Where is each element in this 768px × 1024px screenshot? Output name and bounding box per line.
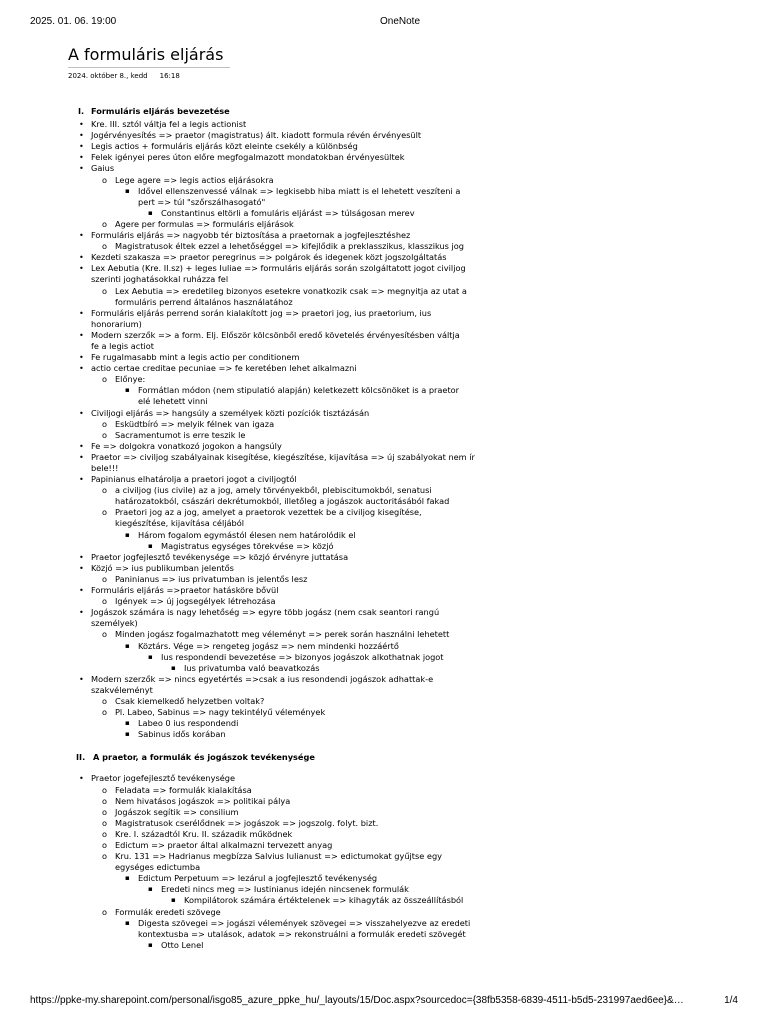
list-item-text: pert => túl "szőrszálhasogató" [138,196,266,207]
list-item-text: Digesta szövegei => jogászi vélemények szövegei => visszahelyezve az eredeti [138,917,471,928]
list-item-text: Minden jogász fogalmazhatott meg véleményt => perek során használni lehetett [115,629,450,640]
bullet-icon: • [79,363,84,374]
list-item-text: egységes edictumba [115,862,201,873]
print-app-name: OneNote [379,16,421,27]
bullet-icon: • [79,440,84,451]
list-item-text: Kre. I. századtól Kru. II. századik működnek [115,828,293,839]
list-item-text: fe a legis actiot [91,340,155,351]
bullet-icon: • [79,152,84,163]
list-item-text: Nem hivatásos jogászok => politikai pálya [115,795,291,806]
section-spacer [68,740,708,752]
list-item [68,563,708,574]
list-item-text: Civiljogi eljárás => hangsúly a személyek közti pozíciók tisztázásán [91,407,370,418]
list-item-text: Labeo 0 ius respondendi [138,718,239,729]
circle-bullet-icon: o [102,429,108,440]
list-item-text: Lex Aebutia (Kre. II.sz) + leges Iuliae => formuláris eljárás során szolgáltatott jogot civiljog [91,263,466,274]
circle-bullet-icon: o [102,629,108,640]
list-item [68,130,708,141]
circle-bullet-icon: o [102,485,108,496]
list-item-text: Ius privatumba való beavatkozás [184,662,320,673]
page-date-text: 2024. október 8., kedd [68,72,148,80]
list-item [68,729,708,740]
list-item [68,696,708,707]
list-item [68,330,708,352]
list-item [68,663,708,674]
circle-bullet-icon: o [102,507,108,518]
bullet-icon: • [79,773,84,784]
list-item [68,829,708,840]
square-bullet-icon: ▪ [148,940,153,949]
square-bullet-icon: ▪ [171,663,176,672]
list-item [68,507,708,529]
notes-body [68,106,708,951]
square-bullet-icon: ▪ [125,874,130,883]
bullet-icon: • [79,130,84,141]
list-item-text: Kezdeti szakasza => praetor peregrinus => polgárok és idegenek közt jogszolgáltatás [91,252,447,263]
list-item [68,230,708,241]
square-bullet-icon: ▪ [125,186,130,195]
list-item [68,408,708,419]
list-item-text: Kre. III. sztól váltja fel a legis actionist [91,119,247,130]
list-item [68,895,708,906]
list-item-text: Magistratusok éltek ezzel a lehetőséggel => kifejlődik a preklasszikus, klasszikus jog [115,241,464,252]
list-item [68,208,708,219]
square-bullet-icon: ▪ [125,719,130,728]
circle-bullet-icon: o [102,573,108,584]
list-item [68,452,708,474]
list-item [68,186,708,208]
list-item [68,163,708,174]
square-bullet-icon: ▪ [125,730,130,739]
list-item-text: a civiljog (ius civile) az a jog, amely törvényekből, plebiscitumokból, senatusi [115,485,432,496]
list-item [68,119,708,130]
list-item [68,840,708,851]
bullet-icon: • [79,673,84,684]
page-title: A formuláris eljárás [68,45,224,64]
section-heading [68,752,708,763]
circle-bullet-icon: o [102,418,108,429]
list-item-text: Igények => új jogsegélyek létrehozása [115,596,276,607]
bullet-icon: • [79,329,84,340]
list-item [68,385,708,407]
bullet-icon: • [79,252,84,263]
list-item [68,629,708,640]
list-item [68,241,708,252]
list-item-text: Közjó => ius publikumban jelentős [91,562,234,573]
list-item [68,940,708,951]
bullet-icon: • [79,352,84,363]
list-item-text: Praetor => civiljog szabályainak kisegítése, kiegészítése, kijavítása => új szabályokat nem ír [91,451,475,462]
square-bullet-icon: ▪ [171,896,176,905]
square-bullet-icon: ▪ [125,918,130,927]
list-item [68,530,708,541]
list-item [68,175,708,186]
list-item-text: Sacramentumot is erre teszik le [115,429,246,440]
list-item [68,807,708,818]
circle-bullet-icon: o [102,695,108,706]
list-item [68,352,708,363]
bullet-icon: • [79,141,84,152]
bullet-icon: • [79,474,84,485]
square-bullet-icon: ▪ [148,208,153,217]
list-item [68,552,708,563]
bullet-icon: • [79,585,84,596]
square-bullet-icon: ▪ [125,386,130,395]
bullet-icon: • [79,451,84,462]
bullet-icon: • [79,307,84,318]
circle-bullet-icon: o [102,840,108,850]
print-datetime: 2025. 01. 06. 19:00 [30,16,117,27]
circle-bullet-icon: o [102,906,108,917]
section-number: II. [76,752,86,763]
circle-bullet-icon: o [102,784,108,795]
list-item-text: Pl. Labeo, Sabinus => nagy tekintélyű vélemények [115,707,326,718]
list-item-text: Eredeti nincs meg => Iustinianus idején nincsenek formulák [161,884,409,895]
bullet-icon: • [79,562,84,573]
square-bullet-icon: ▪ [148,885,153,894]
list-item-text: Kompilátorok számára értéktelenek => kihagyták az összeállításból [184,895,464,906]
list-item [68,363,708,374]
list-item [68,308,708,330]
list-item [68,252,708,263]
list-item [68,585,708,596]
list-item-text: bele!!! [91,463,119,473]
list-item [68,419,708,430]
section-heading [68,106,708,117]
list-item-text: Praetor jogfejlesztő tevékenysége => közjó érvényre juttatása [91,551,349,562]
list-item-text: Lege agere => legis actios eljárásokra [115,174,274,185]
list-item-text: Praetori jog az a jog, amelyet a praetorok vezettek be a civiljog kisegítése, [115,507,422,518]
list-item-text: Formuláris eljárás perrend során kialakított jog => praetori jog, ius praetorium, ius [91,307,432,318]
circle-bullet-icon: o [102,596,108,607]
list-item [68,286,708,308]
list-item-text: kontextusba => utalások, adatok => rekonstruálni a formulák eredeti szövegét [138,928,466,939]
bullet-icon: • [79,263,84,274]
list-item-text: kiegészítése, kijavítása céljából [115,518,245,529]
list-item-text: Magistratus egységes törekvése => közjó [161,540,334,551]
list-item-text: actio certae creditae pecuniae => fe keretében lehet alkalmazni [91,363,357,374]
list-item-text: szerinti joghatásokkal ruházza fel [91,274,229,285]
list-item-text: Ius respondendi bevezetése => bizonyos jogászok alkothatnak jogot [161,651,444,662]
bullet-icon: • [79,607,84,618]
circle-bullet-icon: o [102,174,108,185]
list-item-text: Jogérvényesítés => praetor (magistratus) ált. kiadott formula révén érvényesült [91,130,422,141]
list-item-text: Formuláris eljárás => nagyobb tér biztosítása a praetornak a jogfejlesztéshez [91,230,411,241]
bullet-icon: • [79,551,84,562]
list-item-text: formuláris perrend általános használatához [115,296,293,307]
circle-bullet-icon: o [102,707,108,718]
list-item [68,596,708,607]
circle-bullet-icon: o [102,806,108,817]
list-item-text: Köztárs. Vége => rengeteg jogász => nem mindenki hozzáértő [138,640,399,651]
list-item [68,907,708,918]
list-item [68,574,708,585]
list-item-text: Paninianus => ius privatumban is jelentős lesz [115,573,308,584]
list-item-text: Sabinus idős korában [138,729,226,740]
print-page-number: 1/4 [724,995,738,1006]
list-item [68,219,708,230]
list-item [68,607,708,629]
list-item [68,884,708,895]
list-item-text: Esküdtbíró => melyik félnek van igaza [115,418,275,429]
square-bullet-icon: ▪ [125,530,130,539]
list-item-text: Magistratusok cserélődnek => jogászok => jogszolg. folyt. bizt. [115,817,379,828]
list-item [68,441,708,452]
list-item [68,674,708,696]
list-item [68,785,708,796]
list-item [68,263,708,285]
circle-bullet-icon: o [102,795,108,806]
circle-bullet-icon: o [102,374,108,385]
circle-bullet-icon: o [102,828,108,839]
circle-bullet-icon: o [102,285,108,296]
section-number: I. [78,106,85,116]
bullet-icon: • [79,230,84,241]
list-item [68,652,708,663]
circle-bullet-icon: o [102,817,108,828]
list-item [68,873,708,884]
list-item [68,152,708,163]
list-item-text: Constantinus eltörli a fomuláris eljárást => túlságosan merev [161,207,415,218]
bullet-icon: • [79,163,84,174]
list-item [68,541,708,552]
list-item-text: honorarium) [91,318,142,329]
list-item [68,718,708,729]
list-item-text: Edictum => praetor által alkalmazni tervezett anyag [115,840,333,850]
circle-bullet-icon: o [102,851,108,862]
list-item [68,474,708,485]
list-item-text: Formulák eredeti szövege [115,906,221,917]
list-item-text: Csak kiemelkedő helyzetben voltak? [115,695,265,706]
list-item-text: Idővel ellenszenvessé válnak => legkisebb hiba miatt is el lehetett veszíteni a [138,185,461,196]
list-item-text: Jogászok segítik => consilium [115,806,239,817]
list-item-text: Formátlan módon (nem stipulatió alapján) keletkezett kölcsönöket is a praetor [138,385,460,396]
list-item-text: Formuláris eljárás =>praetor hatásköre bővül [91,585,279,596]
list-item-text: Edictum Perpetuum => lezárul a jogfejlesztő tevékenység [138,873,378,884]
list-item-text: Kru. 131 => Hadrianus megbízza Salvius Iulianust => edictumokat gyűjtse egy [115,851,442,862]
list-item [68,796,708,807]
list-item [68,485,708,507]
list-item-text: Gaius [91,163,115,174]
list-item-text: Fe rugalmasabb mint a legis actio per conditionem [91,352,300,363]
list-item [68,141,708,152]
circle-bullet-icon: o [102,218,108,229]
list-item-text: Felek igényei peres úton előre megfogalmazott mondatokban érvényesültek [91,152,405,163]
list-item-text: személyek) [91,618,138,629]
circle-bullet-icon: o [102,241,108,252]
bullet-icon: • [79,119,84,130]
page-date [68,72,180,80]
list-item [68,773,708,784]
list-item-text: Praetor jogefejlesztő tevékenysége [91,773,236,784]
list-item-text: Lex Aebutia => eredetileg bizonyos esetekre vonatkozik csak => megnyitja az utat a [115,285,467,296]
bullet-icon: • [79,407,84,418]
list-item-text: határozatokból, császári dekrétumokból, illetőleg a jogászok auctoritásából fakad [115,496,450,507]
list-item-text: Legis actios + formuláris eljárás közt eleinte csekély a különbség [91,141,358,152]
list-item-text: Modern szerzők => a form. Elj. Először kölcsönből eredő követelés érvényesítésben váltja [91,329,460,340]
list-item-text: szakvéleményt [91,684,153,695]
section-heading-text: Formuláris eljárás bevezetése [91,106,230,116]
square-bullet-icon: ▪ [125,641,130,650]
list-item-text: Modern szerzők => nincs egyetértés =>csak a ius resondendi jogászok adhattak-e [91,673,434,684]
list-item-text: elé lehetett vinni [138,396,208,407]
list-item-text: Papinianus elhatárolja a praetori jogot a civiljogtól [91,474,297,485]
list-item-text: Fe => dolgokra vonatkozó jogokon a hangsúly [91,440,282,451]
list-item [68,918,708,940]
list-item [68,374,708,385]
list-item [68,707,708,718]
list-item-text: Otto Lenel [161,939,204,950]
title-underline [68,67,230,68]
list-item-text: Feladata => formulák kialakítása [115,784,252,795]
list-item-text: Három fogalom egymástól élesen nem határolódik el [138,529,356,540]
print-url: https://ppke-my.sharepoint.com/personal/isgo85_azure_ppke_hu/_layouts/15/Doc.aspx?sourcedoc={38fb5358-6839-4511-b5d5-231997aed6ee}&… [30,995,684,1006]
list-item-text: Agere per formulas => formuláris eljárások [115,218,294,229]
list-item-text: Előnye: [115,374,146,385]
list-item-text: Jogászok számára is nagy lehetőség => egyre több jogász (nem csak seantori rangú [91,607,440,618]
list-item [68,818,708,829]
section-heading-text: A praetor, a formulák és jogászok tevékenysége [93,752,315,763]
list-item [68,430,708,441]
square-bullet-icon: ▪ [148,652,153,661]
list-item [68,851,708,873]
page-time-text: 16:18 [159,72,180,80]
square-bullet-icon: ▪ [148,541,153,550]
list-item [68,641,708,652]
